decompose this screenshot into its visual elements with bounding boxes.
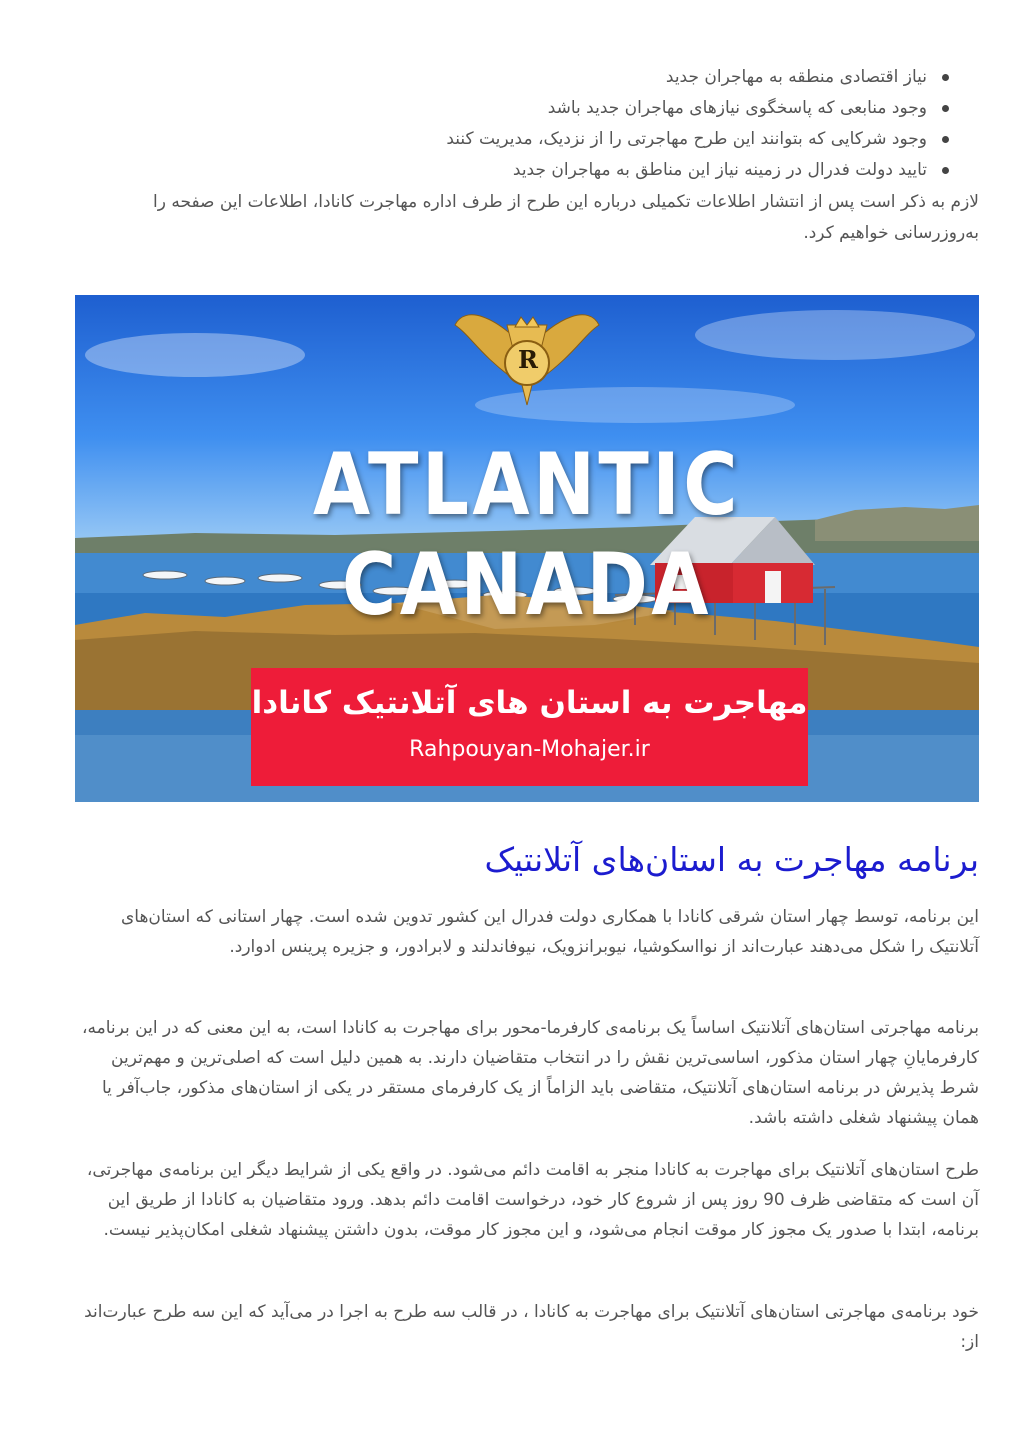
list-item-text: نیاز اقتصادی منطقه به مهاجران جدید	[665, 67, 927, 87]
bullet-icon	[942, 136, 949, 143]
list-item	[75, 62, 979, 93]
banner-url: Rahpouyan-Mohajer.ir	[409, 737, 650, 762]
paragraph: خود برنامه‌ی مهاجرتی استان‌های آتلانتیک برای مهاجرت به کانادا ، در قالب سه طرح به اجرا در می‌آید که این سه طرح عبارت‌اند از:	[84, 1302, 979, 1352]
list-item	[75, 124, 979, 155]
requirements-list	[75, 62, 979, 186]
bullet-icon	[942, 74, 949, 81]
paragraph: طرح استان‌های آتلانتیک برای مهاجرت به کانادا منجر به اقامت دائم می‌شود. در واقع یکی از شرایط دیگر این برنامه‌ی مهاجرتی، آن است که متقاضی ظرف 90 روز پس از شروع کار خود، درخواست اقامت دائم بدهد. ورود متقاضیان به کانادا از طریق این برنامه، ابتدا با صدور یک مجوز کار موقت انجام می‌شود، و این مجوز کار موقت، بدون داشتن پیشنهاد شغلی امکان‌پذیر نیست.	[86, 1160, 979, 1240]
update-note: لازم به ذکر است پس از انتشار اطلاعات تکمیلی درباره این طرح از طرف اداره مهاجرت کانادا، اطلاعات این صفحه را به‌روزرسانی خواهیم کرد.	[153, 192, 979, 243]
list-item	[75, 155, 979, 186]
list-item-text: وجود منابعی که پاسخگوی نیازهای مهاجران جدید باشد	[547, 98, 927, 118]
list-item	[75, 93, 979, 124]
hero-image	[75, 295, 979, 802]
promo-banner	[251, 668, 808, 786]
banner-text: مهاجرت به استان های آتلانتیک کانادا	[251, 685, 808, 721]
paragraph: برنامه مهاجرتی استان‌های آتلانتیک اساساً یک برنامه‌ی کارفرما-محور برای مهاجرت به کانادا است، به این معنی که در این برنامه، کارفرمایانِ چهار استان مذکور، اساسی‌ترین نقش را در انتخاب متقاضیان دارند. به همین دلیل است که اصلی‌ترین و مهم‌ترین شرط پذیرش در برنامه استان‌های آتلانتیک، متقاضی باید الزاماً از یک کارفرمای مستقر در یکی از استان‌های مذکور، جاب‌آفر یا همان پیشنهاد شغلی داشته باشد.	[82, 1018, 979, 1128]
list-item-text: وجود شرکایی که بتوانند این طرح مهاجرتی را از نزدیک، مدیریت کنند	[446, 129, 927, 149]
logo-letter: R	[518, 345, 538, 374]
hero-title: ATLANTIC CANADA	[313, 435, 741, 635]
bullet-icon	[942, 105, 949, 112]
section-heading: برنامه مهاجرت به استان‌های آتلانتیک	[484, 840, 979, 879]
paragraph: این برنامه، توسط چهار استان شرقی کانادا با همکاری دولت فدرال این کشور تدوین شده است. چهار استانی که استان‌های آتلانتیک را شکل می‌دهند عبارت‌اند از نوااسکوشیا، نیوبرانزویک، نیوفاندلند و لابرادور، و جزیره پرینس ادوارد.	[120, 907, 979, 957]
list-item-text: تایید دولت فدرال در زمینه نیاز این مناطق به مهاجران جدید	[512, 160, 927, 180]
bullet-icon	[942, 167, 949, 174]
